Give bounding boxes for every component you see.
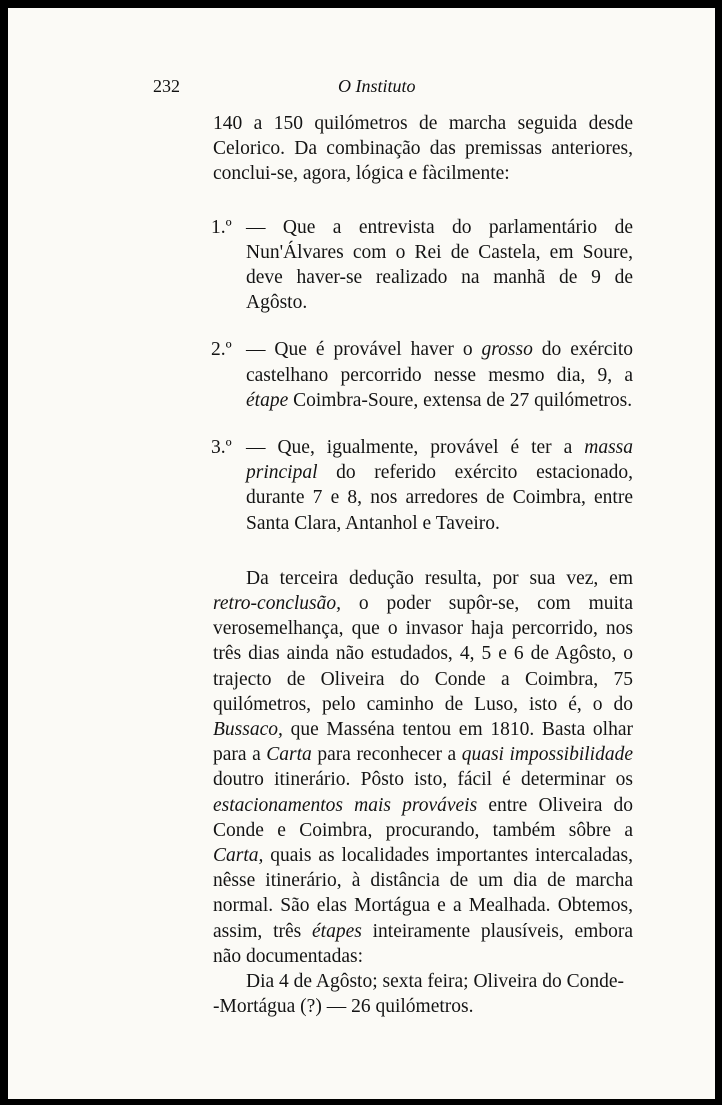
list-item [211, 215, 633, 316]
day-entry-line: Dia 4 de Agôsto; sexta feira; Oliveira do Conde- [246, 971, 624, 993]
item-marker: 2.º [211, 339, 232, 361]
emphasis: Bussaco, [213, 719, 283, 741]
item-text: — Que, igualmente, provável é ter a massa principal do referido exército estacionado, durante 7 e 8, nos arredores de Coimbra, entre Santa Clara, Antanhol e Taveiro. [246, 437, 633, 534]
deduction-paragraph: Da terceira dedução resulta, por sua vez, em retro-conclusão, o poder supôr-se, com muita verosemelhança, que o invasor haja percorrido, nos três dias ainda não estudados, 4, 5 e 6 de Agôsto, o trajecto de Oliveira do Conde a Coimbra, 75 quilómetros, pelo caminho de Luso, isto é, o do Bussaco, que Masséna tentou em 1810. Basta olhar para a Carta para reconhecer a quasi impossibilidade doutro itinerário. Pôsto isto, fácil é determinar os estacionamentos mais prováveis entre Oliveira do Conde e Coimbra, procurando, também sôbre a Carta, quais as localidades importantes intercaladas, nêsse itinerário, à distância de um dia de marcha normal. São elas Mortágua e a Mealhada. Obtemos, assim, três étapes inteiramente plausíveis, embora não documentadas: [213, 567, 634, 967]
emphasis: étapes [312, 920, 362, 942]
emphasis: massa principal [246, 437, 633, 484]
intro-paragraph: 140 a 150 quilómetros de marcha seguida desde Celorico. Da combinação das premissas anteriores, conclui-se, agora, lógica e fàcilmente: [213, 113, 633, 185]
item-text: — Que é provável haver o grosso do exército castelhano percorrido nesse mesmo dia, 9, a étape Coimbra-Soure, extensa de 27 quilómetros. [246, 339, 633, 411]
day-entry-line: -Mortágua (?) — 26 quilómetros. [213, 996, 474, 1018]
emphasis: retro-conclusão, [213, 593, 341, 615]
emphasis: Carta, [213, 845, 264, 867]
item-text: — Que a entrevista do parlamentário de Nun'Álvares com o Rei de Castela, em Soure, deve haver-se realizado na manhã de 9 de Agôsto. [246, 216, 633, 314]
emphasis: estacionamentos mais prováveis [213, 794, 478, 816]
list-item [211, 435, 633, 536]
page-body [213, 111, 633, 1020]
page-header [153, 76, 623, 104]
book-page [8, 8, 715, 1099]
emphasis: étape [246, 389, 289, 411]
running-title: O Instituto [338, 76, 416, 96]
item-marker: 3.º [211, 437, 232, 459]
emphasis: quasi impossibilidade [461, 744, 633, 766]
list-item [211, 337, 633, 413]
item-marker: 1.º [211, 216, 232, 238]
emphasis: grosso [481, 339, 533, 361]
emphasis: Carta [266, 744, 312, 766]
page-number: 232 [153, 76, 180, 96]
